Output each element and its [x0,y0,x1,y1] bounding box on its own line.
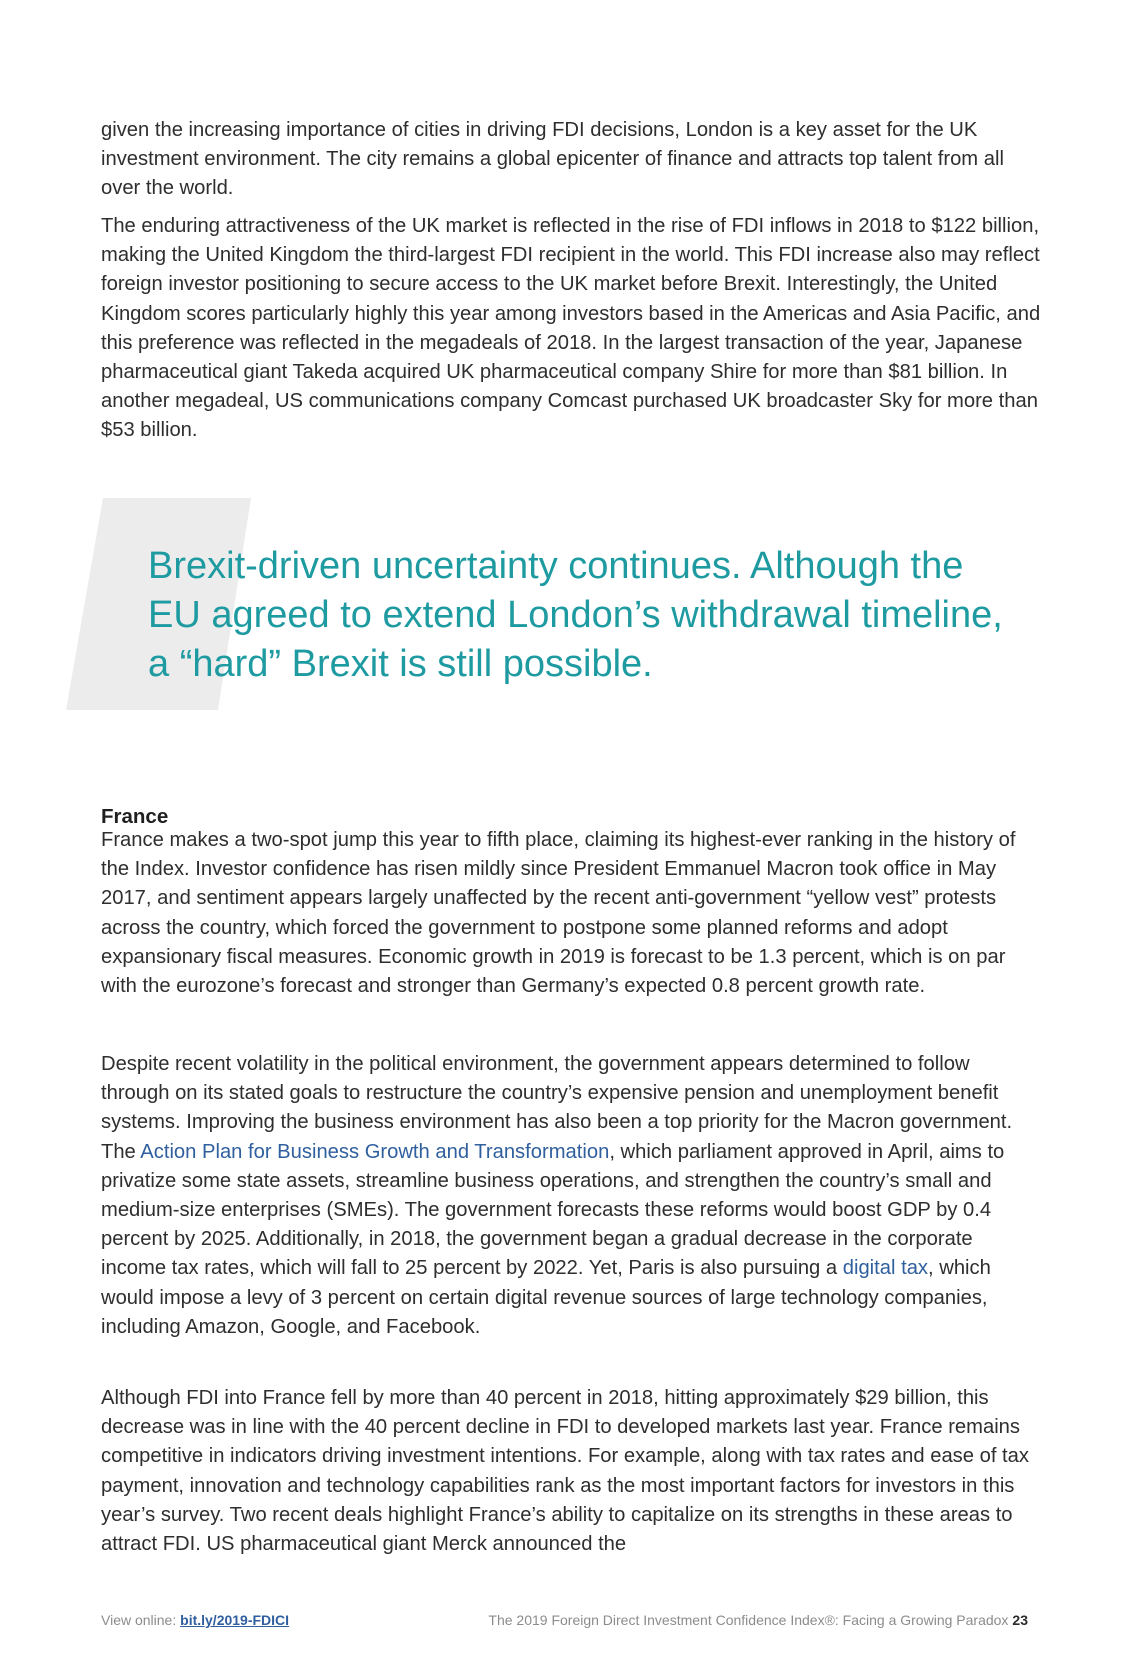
paragraph-text: , which would impose a levy of 3 percent on certain digital revenue sources of large technology companies, including Amazon, Google, and Facebook. [101,1257,991,1338]
page-number: 23 [1012,1612,1028,1628]
pull-quote-line: a “hard” Brexit is still possible. [148,643,653,685]
paragraph-france-ranking: France makes a two-spot jump this year to fifth place, claiming its highest-ever ranking in the history of the Index. Investor confidence has risen mildly since President Emmanuel Macron took office in May 2017, and sentiment appears largely unaffected by the recent anti-government “yellow vest” protests across the country, which forced the government to postpone some planned reforms and adopt expansionary fiscal measures. Economic growth in 2019 is forecast to be 1.3 percent, which is on par with the eurozone’s forecast and stronger than Germany’s expected 0.8 percent growth rate. [101,829,1016,998]
view-online-link[interactable]: bit.ly/2019-FDICI [180,1612,290,1628]
report-title: The 2019 Foreign Direct Investment Confidence Index®: Facing a Growing Paradox [488,1612,1009,1628]
view-online-label: View online: [101,1612,181,1628]
pull-quote-line: Brexit-driven uncertainty continues. Although the [148,545,964,587]
paragraph-france-reforms [101,1050,1041,1342]
paragraph-uk-fdi: The enduring attractiveness of the UK market is reflected in the rise of FDI inflows in 2018 to $122 billion, making the United Kingdom the third-largest FDI recipient in the world. This FDI increase also may reflect foreign investor positioning to secure access to the UK market before Brexit. Interestingly, the United Kingdom scores particularly highly this year among investors based in the Americas and Asia Pacific, and this preference was reflected in the megadeals of 2018. In the largest transaction of the year, Japanese pharmaceutical giant Takeda acquired UK pharmaceutical company Shire for more than $81 billion. In another megadeal, US communications company Comcast purchased UK broadcaster Sky for more than $53 billion. [101,215,1041,442]
section-heading-france: France [101,805,169,828]
footer-view-online [101,1612,289,1628]
pull-quote-line: EU agreed to extend London’s withdrawal timeline, [148,594,1003,636]
paragraph-text: Despite recent volatility in the political environment, the government appears determined to follow through on its stated goals to restructure the country’s expensive pension and unemployment benefit systems. Improving the business environment has also been a top priority for the Macron government. The [101,1053,1013,1163]
paragraph-france-fdi: Although FDI into France fell by more than 40 percent in 2018, hitting approximately $29 billion, this decrease was in line with the 40 percent decline in FDI to developed markets last year. France remains competitive in indicators driving investment intentions. For example, along with tax rates and ease of tax payment, innovation and technology capabilities rank as the most important factors for investors in this year’s survey. Two recent deals highlight France’s ability to capitalize on its strengths in these areas to attract FDI. US pharmaceutical giant Merck announced the [101,1387,1029,1556]
paragraph-text: , which parliament approved in April, aims to privatize some state assets, streamline business operations, and strengthen the country’s small and medium-size enterprises (SMEs). The government forecasts these reforms would boost GDP by 0.4 percent by 2025. Additionally, in 2018, the government began a gradual decrease in the corporate income tax rates, which will fall to 25 percent by 2022. Yet, Paris is also pursuing a [101,1140,1005,1280]
footer-report-info [488,1612,1028,1628]
action-plan-link[interactable]: Action Plan for Business Growth and Transformation [140,1140,610,1163]
paragraph-london: given the increasing importance of cities in driving FDI decisions, London is a key asset for the UK investment environment. The city remains a global epicenter of finance and attracts top talent from all over the world. [101,119,1004,200]
pull-quote [148,542,1048,689]
digital-tax-link[interactable]: digital tax [842,1257,929,1280]
